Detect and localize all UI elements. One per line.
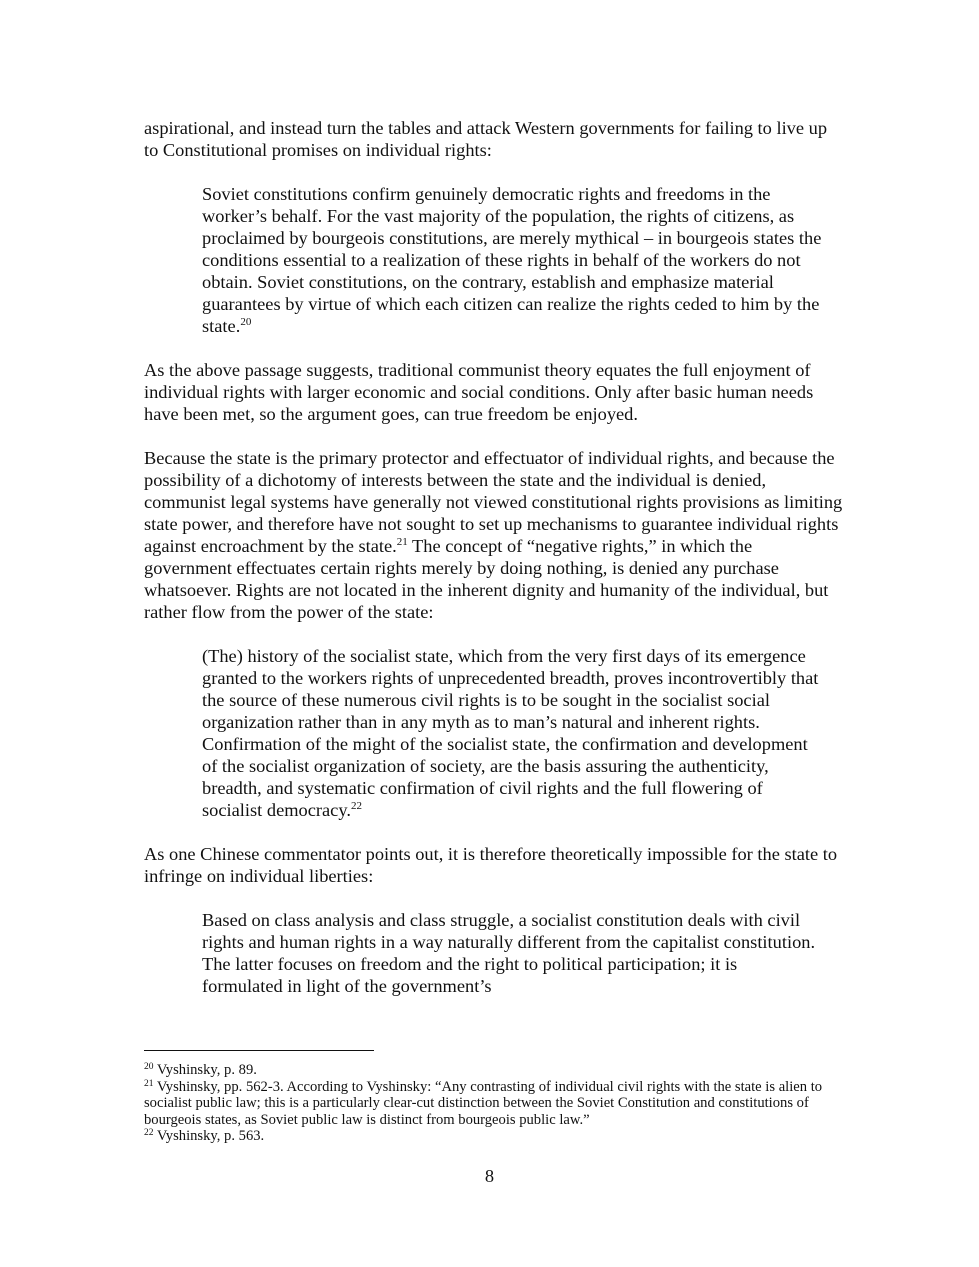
footnote-20 bbox=[144, 1062, 844, 1079]
footnote-ref-22[interactable]: 22 bbox=[350, 800, 362, 812]
page-number: 8 bbox=[484, 1166, 495, 1186]
footnote-21 bbox=[144, 1079, 844, 1129]
body-text bbox=[144, 117, 844, 1019]
block-quote-2: (The) history of the socialist state, which from the very first days of its emergence granted to the workers rights of unprecedented breadth, proves incontrovertibly that the source of these numerous civil rights is to be sought in the socialist social organization rather than in any myth as to man’s natural and inherent rights. Confirmation of the might of the socialist state, the confirmation and development of the socialist organization of society, are the basis assuring the authenticity, breadth, and systematic confirmation of civil rights and the full flowering of socialist democracy.$^{22}$ bbox=[202, 646, 819, 820]
footnote-ref-21[interactable]: 21 bbox=[396, 536, 408, 548]
footnote-divider bbox=[144, 1050, 374, 1051]
footnotes bbox=[144, 1062, 844, 1145]
paragraph-3: Because the state is the primary protector and effectuator of individual rights, and because the possibility of a dichotomy of interests between the state and the individual is denied, communist legal systems have generally not viewed constitutional rights provisions as limiting state power, and therefore have not sought to set up mechanisms to guarantee individual rights against encroachment by the state.$^{21}$ The concept of “negative rights,” in which the government effectuates certain rights merely by doing nothing, is denied any purchase whatsoever. Rights are not located in the inherent dignity and humanity of the individual, but rather flow from the power of the state: bbox=[144, 448, 843, 622]
footnote-ref-20[interactable]: 20 bbox=[240, 316, 252, 328]
footnote-text: Vyshinsky, pp. 562-3. According to Vyshinsky: “Any contrasting of individual civil rights with the state is alien to socialist public law; this is a particularly clear-cut distinction between the Soviet Constitution and constitutions of bourgeois states, as Soviet public law is distinct from bourgeois public law.” bbox=[144, 1078, 823, 1128]
footnote-22 bbox=[144, 1128, 844, 1145]
footnote-text: Vyshinsky, p. 563. bbox=[153, 1128, 265, 1145]
block-quote-1: Soviet constitutions confirm genuinely democratic rights and freedoms in the worker’s behalf. For the vast majority of the population, the rights of citizens, as proclaimed by bourgeois constitutions, are merely mythical – in bourgeois states the conditions essential to a realization of these rights in behalf of the workers do not obtain. Soviet constitutions, on the contrary, establish and emphasize material guarantees by virtue of which each citizen can realize the rights ceded to him by the state.$^{20}$ bbox=[202, 184, 822, 336]
footnote-number: 22 bbox=[144, 1128, 154, 1139]
paragraph-4: As one Chinese commentator points out, it is therefore theoretically impossible for the state to infringe on individual liberties: bbox=[144, 844, 838, 886]
paragraph-1: aspirational, and instead turn the tables and attack Western governments for failing to live up to Constitutional promises on individual rights: bbox=[144, 118, 828, 160]
footnote-text: Vyshinsky, p. 89. bbox=[153, 1062, 257, 1078]
paragraph-2: As the above passage suggests, traditional communist theory equates the full enjoyment of individual rights with larger economic and social conditions. Only after basic human needs have been met, so the argument goes, can true freedom be enjoyed. bbox=[144, 360, 814, 424]
block-quote-3: Based on class analysis and class struggle, a socialist constitution deals with civil rights and human rights in a way naturally different from the capitalist constitution. The latter focuses on freedom and the right to political participation; it is formulated in light of the government’s bbox=[202, 910, 816, 996]
footnote-number: 21 bbox=[144, 1078, 154, 1089]
footnote-number: 20 bbox=[144, 1062, 154, 1072]
